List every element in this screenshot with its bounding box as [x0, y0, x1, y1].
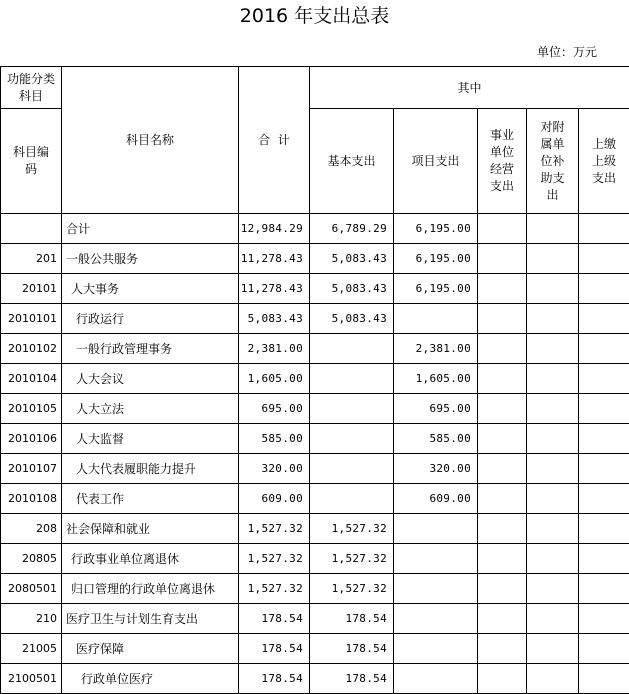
row-name: 医疗保障 — [62, 634, 239, 664]
row-project — [394, 514, 478, 544]
header-basic: 基本支出 — [310, 109, 394, 214]
row-project: 320.00 — [394, 454, 478, 484]
row-basic: 178.54 — [310, 664, 394, 694]
row-project — [394, 634, 478, 664]
row-subsidy — [527, 484, 579, 514]
row-total: 1,527.32 — [239, 574, 310, 604]
row-project — [394, 604, 478, 634]
row-business — [478, 214, 527, 244]
row-business — [478, 334, 527, 364]
table-row — [1, 604, 629, 634]
row-business — [478, 514, 527, 544]
table-row — [1, 514, 629, 544]
row-business — [478, 394, 527, 424]
row-project: 1,605.00 — [394, 364, 478, 394]
row-total: 2,381.00 — [239, 334, 310, 364]
row-code: 2080501 — [1, 574, 62, 604]
table-row — [1, 664, 629, 694]
row-code — [1, 214, 62, 244]
table-row — [1, 304, 629, 334]
row-business — [478, 304, 527, 334]
row-basic — [310, 424, 394, 454]
row-business — [478, 604, 527, 634]
header-project: 项目支出 — [394, 109, 478, 214]
row-code: 210 — [1, 604, 62, 634]
row-business — [478, 364, 527, 394]
row-subsidy — [527, 244, 579, 274]
row-basic — [310, 364, 394, 394]
row-project — [394, 544, 478, 574]
table-row — [1, 334, 629, 364]
row-upper — [579, 304, 629, 334]
row-project: 609.00 — [394, 484, 478, 514]
table-row — [1, 454, 629, 484]
header-among: 其中 — [310, 67, 629, 109]
row-total: 178.54 — [239, 634, 310, 664]
row-basic: 5,083.43 — [310, 274, 394, 304]
row-total: 695.00 — [239, 394, 310, 424]
table-row — [1, 214, 629, 244]
row-name: 合计 — [62, 214, 239, 244]
row-code: 2010105 — [1, 394, 62, 424]
row-project: 2,381.00 — [394, 334, 478, 364]
row-upper — [579, 424, 629, 454]
header-subsidy: 对附属单位补助支出 — [527, 109, 579, 214]
table-row — [1, 634, 629, 664]
row-total: 585.00 — [239, 424, 310, 454]
row-total: 11,278.43 — [239, 274, 310, 304]
row-code: 208 — [1, 514, 62, 544]
header-total: 合 计 — [239, 67, 310, 214]
table-row — [1, 394, 629, 424]
row-name: 行政单位医疗 — [62, 664, 239, 694]
row-total: 1,605.00 — [239, 364, 310, 394]
row-subsidy — [527, 604, 579, 634]
row-upper — [579, 514, 629, 544]
row-upper — [579, 454, 629, 484]
row-basic — [310, 484, 394, 514]
row-subsidy — [527, 214, 579, 244]
row-basic: 6,789.29 — [310, 214, 394, 244]
row-name: 归口管理的行政单位离退休 — [62, 574, 239, 604]
row-business — [478, 484, 527, 514]
row-project: 6,195.00 — [394, 214, 478, 244]
row-basic — [310, 394, 394, 424]
row-name: 行政事业单位离退休 — [62, 544, 239, 574]
row-subsidy — [527, 574, 579, 604]
row-upper — [579, 664, 629, 694]
row-subsidy — [527, 274, 579, 304]
row-code: 2010106 — [1, 424, 62, 454]
row-code: 2010107 — [1, 454, 62, 484]
row-total: 178.54 — [239, 664, 310, 694]
row-subsidy — [527, 364, 579, 394]
row-business — [478, 544, 527, 574]
unit-label: 单位：万元 — [537, 44, 597, 60]
header-upper: 上缴上级支出 — [579, 109, 629, 214]
row-business — [478, 574, 527, 604]
row-upper — [579, 604, 629, 634]
row-project: 6,195.00 — [394, 244, 478, 274]
row-basic: 178.54 — [310, 604, 394, 634]
row-total: 1,527.32 — [239, 544, 310, 574]
row-subsidy — [527, 394, 579, 424]
row-upper — [579, 334, 629, 364]
row-name: 人大会议 — [62, 364, 239, 394]
table-row — [1, 364, 629, 394]
row-total: 320.00 — [239, 454, 310, 484]
row-name: 行政运行 — [62, 304, 239, 334]
row-business — [478, 454, 527, 484]
row-basic: 178.54 — [310, 634, 394, 664]
row-code: 20101 — [1, 274, 62, 304]
row-project: 695.00 — [394, 394, 478, 424]
row-upper — [579, 244, 629, 274]
row-business — [478, 274, 527, 304]
row-business — [478, 634, 527, 664]
row-total: 1,527.32 — [239, 514, 310, 544]
row-upper — [579, 394, 629, 424]
table-row — [1, 274, 629, 304]
row-subsidy — [527, 334, 579, 364]
table-row — [1, 244, 629, 274]
row-subsidy — [527, 304, 579, 334]
table-row — [1, 574, 629, 604]
row-subsidy — [527, 454, 579, 484]
row-business — [478, 424, 527, 454]
row-total: 178.54 — [239, 604, 310, 634]
row-name: 代表工作 — [62, 484, 239, 514]
row-basic: 1,527.32 — [310, 514, 394, 544]
row-basic: 5,083.43 — [310, 304, 394, 334]
row-name: 人大代表履职能力提升 — [62, 454, 239, 484]
row-basic: 5,083.43 — [310, 244, 394, 274]
expenditure-table — [0, 66, 629, 694]
row-subsidy — [527, 634, 579, 664]
row-name: 医疗卫生与计划生育支出 — [62, 604, 239, 634]
row-basic: 1,527.32 — [310, 574, 394, 604]
row-upper — [579, 484, 629, 514]
row-total: 5,083.43 — [239, 304, 310, 334]
row-business — [478, 244, 527, 274]
row-basic — [310, 454, 394, 484]
row-subsidy — [527, 664, 579, 694]
row-name: 社会保障和就业 — [62, 514, 239, 544]
row-subsidy — [527, 424, 579, 454]
row-basic: 1,527.32 — [310, 544, 394, 574]
header-business: 事业单位经营支出 — [478, 109, 527, 214]
row-business — [478, 664, 527, 694]
row-code: 20805 — [1, 544, 62, 574]
row-upper — [579, 274, 629, 304]
row-upper — [579, 574, 629, 604]
row-code: 201 — [1, 244, 62, 274]
row-upper — [579, 544, 629, 574]
row-name: 一般行政管理事务 — [62, 334, 239, 364]
table-row — [1, 424, 629, 454]
row-code: 2010104 — [1, 364, 62, 394]
header-code: 科目编码 — [1, 109, 62, 214]
row-code: 2100501 — [1, 664, 62, 694]
table-row — [1, 484, 629, 514]
row-upper — [579, 634, 629, 664]
row-name: 人大事务 — [62, 274, 239, 304]
page-title: 2016 年支出总表 — [0, 4, 629, 28]
row-code: 21005 — [1, 634, 62, 664]
row-project: 585.00 — [394, 424, 478, 454]
row-code: 2010101 — [1, 304, 62, 334]
row-upper — [579, 214, 629, 244]
header-name: 科目名称 — [62, 67, 239, 214]
row-project — [394, 574, 478, 604]
row-subsidy — [527, 514, 579, 544]
row-upper — [579, 364, 629, 394]
row-basic — [310, 334, 394, 364]
table-row — [1, 544, 629, 574]
row-total: 12,984.29 — [239, 214, 310, 244]
row-total: 11,278.43 — [239, 244, 310, 274]
row-name: 人大立法 — [62, 394, 239, 424]
row-code: 2010108 — [1, 484, 62, 514]
row-project — [394, 304, 478, 334]
row-project — [394, 664, 478, 694]
row-subsidy — [527, 544, 579, 574]
header-func-category: 功能分类科目 — [1, 67, 62, 109]
row-project: 6,195.00 — [394, 274, 478, 304]
row-total: 609.00 — [239, 484, 310, 514]
row-name: 人大监督 — [62, 424, 239, 454]
row-name: 一般公共服务 — [62, 244, 239, 274]
row-code: 2010102 — [1, 334, 62, 364]
